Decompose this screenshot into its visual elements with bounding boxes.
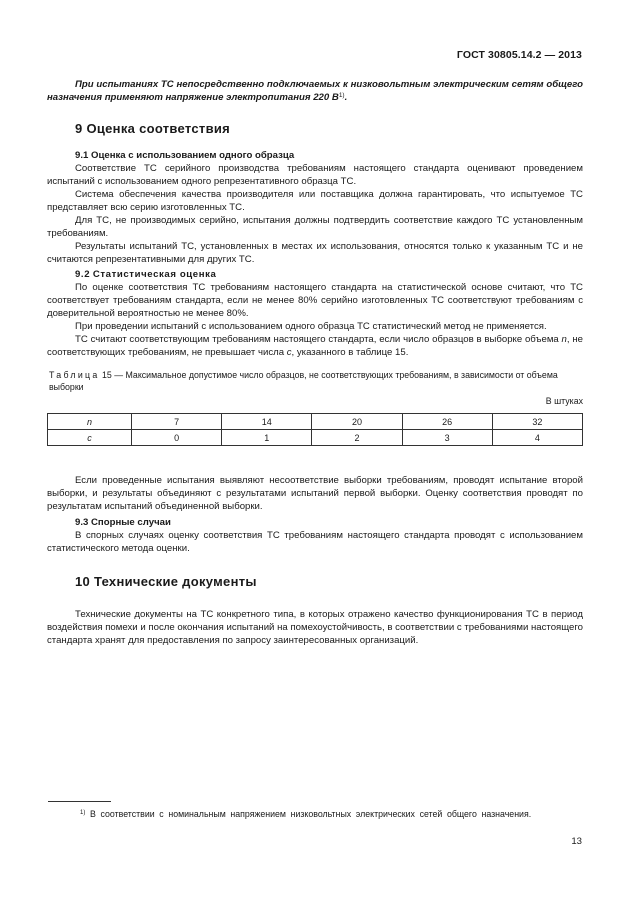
table-cell: 1 [222, 430, 312, 446]
footnote: $^{1)}$ В соответствии с номинальным напряжением низковольтных электрических сетей общего назначения. [80, 809, 532, 819]
table-row [48, 430, 583, 446]
table-cell: 4 [492, 430, 582, 446]
table-cell: 14 [222, 414, 312, 430]
table-unit: В штуках [545, 396, 583, 406]
section-9-title: 9 Оценка соответствия [75, 121, 231, 136]
paragraph-9-1-3: Для ТС, не производимых серийно, испытания должны подтвердить соответствие каждого ТС установленным требованиям. [47, 215, 583, 239]
paragraph-9-1-4: Результаты испытаний ТС, установленных в местах их использования, относятся только к указанным ТС и не считаются репрезентативными для других ТС. [47, 241, 583, 265]
standard-designation: ГОСТ 30805.14.2 — 2013 [456, 49, 582, 61]
table-cell: n [48, 414, 132, 430]
table-cell: 7 [132, 414, 222, 430]
table-cell: 2 [312, 430, 402, 446]
paragraph-10-1: Технические документы на ТС конкретного типа, в которых отражено качество функционирования ТС в период воздействия помехи и после окончания испытаний на помехоустойчивость, в соответствии с требованиями настоящего стандарта хранят для предоставления по запросу заинтересованных организаций. [47, 609, 583, 646]
sample-table [47, 413, 583, 446]
paragraph-9-2-1: По оценке соответствия ТС требованиям настоящего стандарта на статистической основе считают, что ТС соответствует требованиям стандарта, если не менее 80% серийно изготовленных ТС соответствуют требованиям с доверительной вероятностью не менее 80%. [47, 282, 583, 319]
page-content [47, 78, 583, 647]
table-caption: Таблица 15 — Максимальное допустимое число образцов, не соответствующих требованиям, в зависимости от объема выборки [49, 370, 558, 392]
footnote-mark: 1) [80, 810, 86, 816]
intro-paragraph: При испытаниях ТС непосредственно подключаемых к низковольтным электрическим сетям общего назначения применяют напряжение электропитания 220 $В^{1)}$. [47, 79, 583, 103]
paragraph-9-1-2: Система обеспечения качества производителя или поставщика должна гарантировать, что испытуемое ТС представляет всю серию изготовленных ТС. [47, 189, 583, 213]
page-number: 13 [571, 836, 582, 847]
table-row [48, 414, 583, 430]
table-cell: 20 [312, 414, 402, 430]
section-10-title: 10 Технические документы [75, 574, 257, 589]
paragraph-9-2-3: ТС считают соответствующим требованиям настоящего стандарта, если число образцов в выборке объема n, не соответствующих требованиям, не превышает числа c, указанного в таблице 15. [47, 334, 583, 358]
paragraph-9-2-4: Если проведенные испытания выявляют несоответствие выборки требованиям, проводят испытание второй выборки, и результаты объединяют с результатами испытаний первой выборки. Оценку соответствия проводят по результатам испытаний объединенной выборки. [47, 475, 583, 512]
table-cell: 32 [492, 414, 582, 430]
footnote-separator [48, 801, 111, 802]
table-cell: c [48, 430, 132, 446]
paragraph-9-2-2: При проведении испытаний с использованием одного образца ТС статистический метод не применяется. [75, 321, 547, 332]
table-cell: 26 [402, 414, 492, 430]
subsection-9-2-title: 9.2 Статистическая оценка [75, 269, 217, 280]
subsection-9-1-title: 9.1 Оценка с использованием одного образца [75, 150, 295, 161]
table-cell: 0 [132, 430, 222, 446]
table-cell: 3 [402, 430, 492, 446]
subsection-9-3-title: 9.3 Спорные случаи [75, 517, 171, 528]
paragraph-9-1-1: Соответствие ТС серийного производства требованиям настоящего стандарта оценивают проведением испытаний с использованием одного репрезентативного образца ТС. [47, 163, 583, 187]
paragraph-9-3-1: В спорных случаях оценку соответствия ТС требованиям настоящего стандарта проводят с использованием статистического метода оценки. [47, 530, 583, 554]
footnote-ref: 1) [338, 92, 345, 99]
